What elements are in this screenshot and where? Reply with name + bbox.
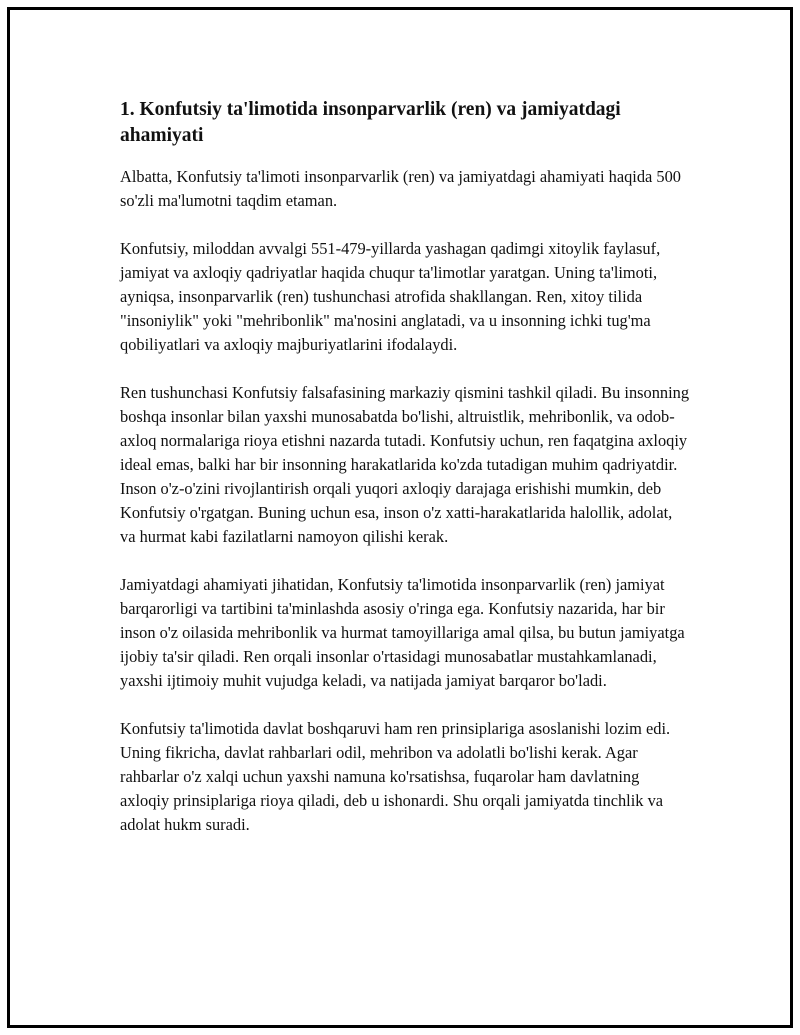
paragraph-ren-concept: Ren tushunchasi Konfutsiy falsafasining markaziy qismini tashkil qiladi. Bu insonning boshqa insonlar bilan yaxshi munosabatda bo'lishi, altruistlik, mehribonlik, va odob-axloq normalariga rioya etishni nazarda tutadi. Konfutsiy uchun, ren faqatgina axloqiy ideal emas, balki har bir insonning harakatlarida ko'zda tutadigan muhim qadriyatdir. Inson o'z-o'zini rivojlantirish orqali yuqori axloqiy darajaga erishishi mumkin, deb Konfutsiy o'rgatgan. Buning uchun esa, inson o'z xatti-harakatlarida halollik, adolat, va hurmat kabi fazilatlarni namoyon qilishi kerak. <box>120 383 690 546</box>
paragraph-social-importance: Jamiyatdagi ahamiyati jihatidan, Konfutsiy ta'limotida insonparvarlik (ren) jamiyat barqarorligi va tartibini ta'minlashda asosiy o'ringa ega. Konfutsiy nazarida, har bir inson o'z oilasida mehribonlik va hurmat tamoyillariga amal qilsa, bu butun jamiyatga ijobiy ta'sir qiladi. Ren orqali insonlar o'rtasidagi munosabatlar mustahkamlanadi, yaxshi ijtimoiy muhit vujudga keladi, va natijada jamiyat barqaror bo'ladi. <box>120 575 685 690</box>
paragraph-confucius-background: Konfutsiy, miloddan avvalgi 551-479-yillarda yashagan qadimgi xitoylik faylasuf, jamiyat va axloqiy qadriyatlar haqida chuqur ta'limotlar yaratgan. Uning ta'limoti, ayniqsa, insonparvarlik (ren) tushunchasi atrofida shakllangan. Ren, xitoy tilida "insoniylik" yoki "mehribonlik" ma'nosini anglatadi, va u insonning ichki tug'ma qobiliyatlari va axloqiy majburiyatlarini ifodalaydi. <box>120 239 661 354</box>
document-content <box>120 97 690 861</box>
paragraph-governance: Konfutsiy ta'limotida davlat boshqaruvi ham ren prinsiplariga asoslanishi lozim edi. Uning fikricha, davlat rahbarlari odil, mehribon va adolatli bo'lishi kerak. Agar rahbarlar o'z xalqi uchun yaxshi namuna ko'rsatishsa, fuqarolar ham davlatning axloqiy prinsiplariga rioya qiladi, deb u ishonardi. Shu orqali jamiyatda tinchlik va adolat hukm suradi. <box>120 719 671 834</box>
paragraph-intro: Albatta, Konfutsiy ta'limoti insonparvarlik (ren) va jamiyatdagi ahamiyati haqida 500 so'zli ma'lumotni taqdim etaman. <box>120 167 681 210</box>
document-page <box>7 7 793 1028</box>
document-title: 1. Konfutsiy ta'limotida insonparvarlik (ren) va jamiyatdagi ahamiyati <box>120 99 621 146</box>
